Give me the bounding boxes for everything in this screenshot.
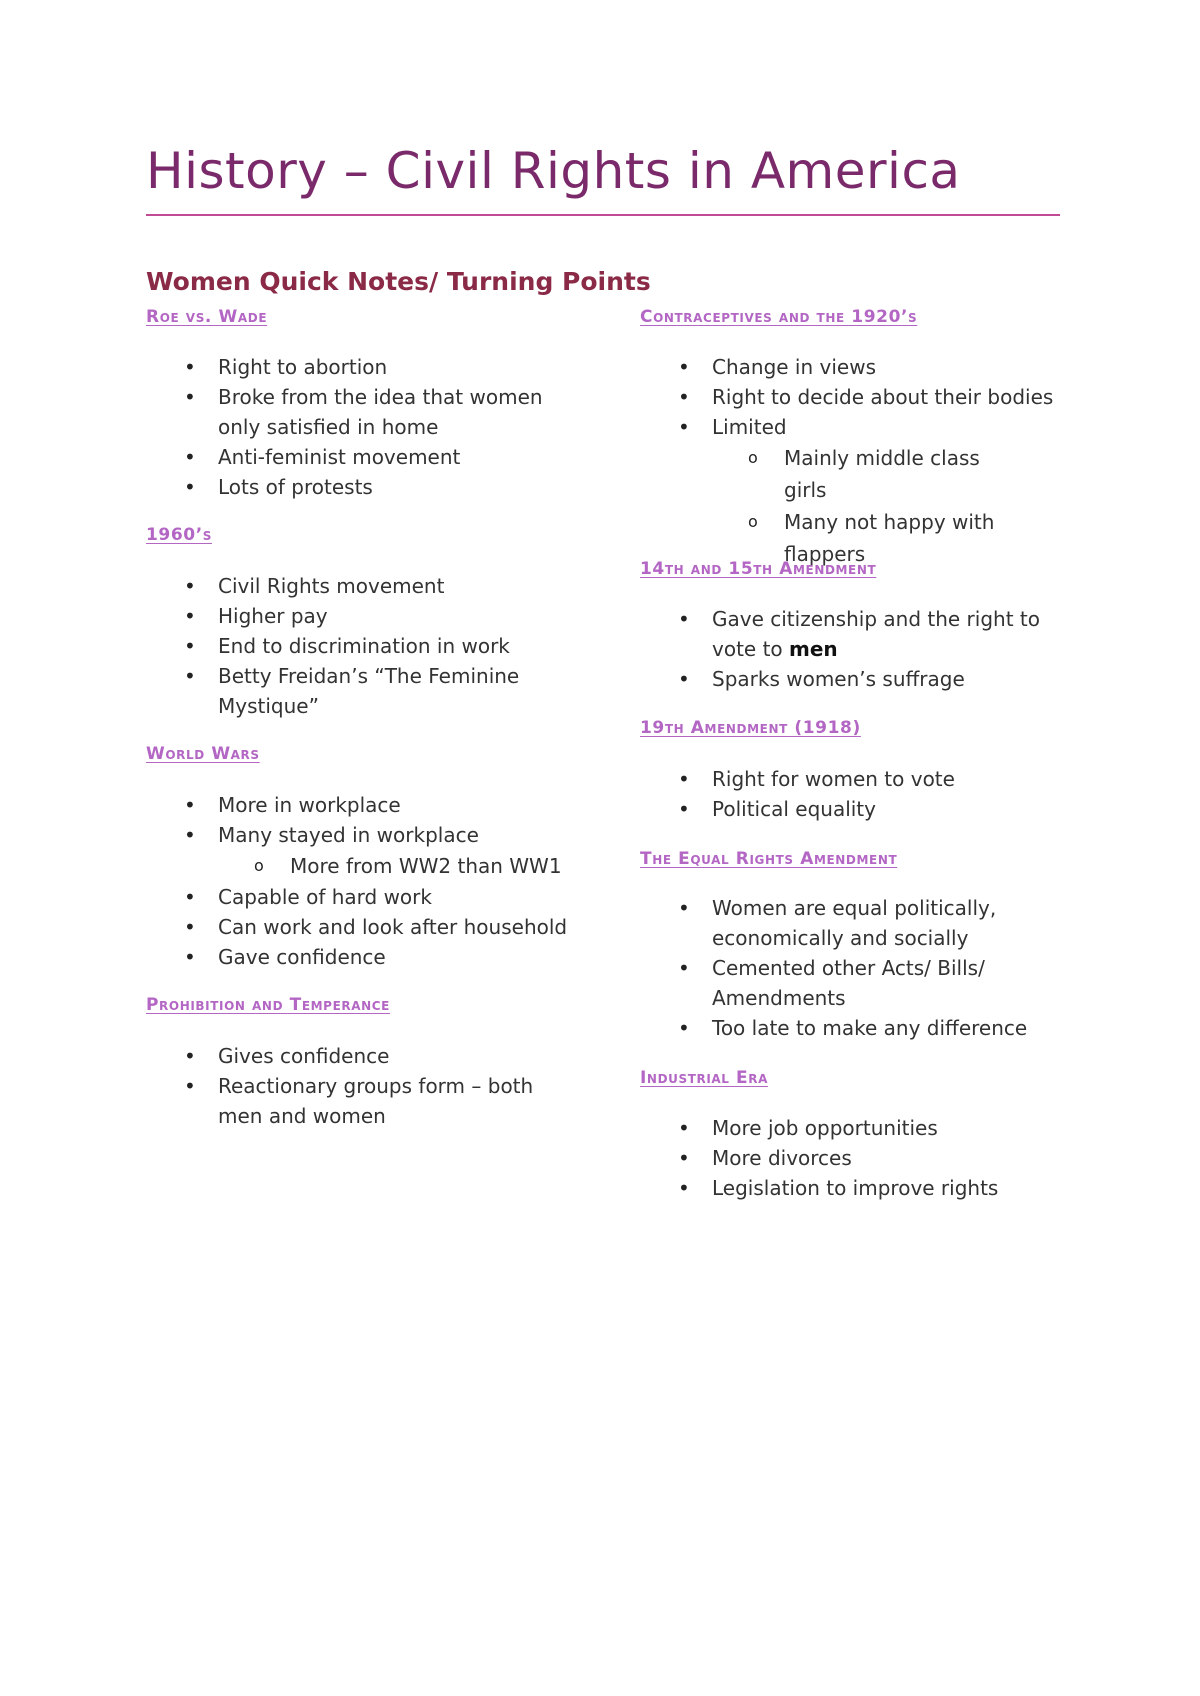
list-item: • Right to abortion — [146, 352, 566, 382]
list-prohibition — [146, 1041, 566, 1131]
list-14th-15th-amendment — [640, 604, 1060, 694]
list-item: • Too late to make any difference — [640, 1013, 1060, 1043]
subheading-14th-15th-amendment: 14th and 15th Amendment — [640, 559, 877, 579]
list-item: • Civil Rights movement — [146, 571, 566, 601]
list-item-text: Gave citizenship and the right to vote to — [712, 607, 1040, 661]
title-divider — [146, 214, 1060, 216]
list-item: • Right to decide about their bodies — [640, 382, 1080, 412]
list-item-text: Limited — [712, 415, 787, 439]
list-item: • Right for women to vote — [640, 764, 1060, 794]
list-item: • Cemented other Acts/ Bills/ Amendments — [640, 953, 1060, 1013]
list-1960s — [146, 571, 566, 721]
list-item — [640, 412, 1080, 570]
list-item: • Gave confidence — [146, 942, 586, 972]
subheading-contraceptives: Contraceptives and the 1920’s — [640, 307, 918, 327]
subheading-world-wars: World Wars — [146, 744, 260, 764]
list-item: • Can work and look after household — [146, 912, 586, 942]
list-item: • Reactionary groups form – both men and women — [146, 1071, 566, 1131]
list-item: • Betty Freidan’s “The Feminine Mystique” — [146, 661, 566, 721]
list-19th-amendment — [640, 764, 1060, 824]
section-heading: Women Quick Notes/ Turning Points — [146, 267, 651, 296]
sub-list-item: o Mainly middle class girls — [712, 442, 1012, 506]
list-item: • Change in views — [640, 352, 1080, 382]
subheading-19th-amendment: 19th Amendment (1918) — [640, 718, 861, 738]
list-item: • Legislation to improve rights — [640, 1173, 1080, 1203]
list-item: • Higher pay — [146, 601, 566, 631]
subheading-equal-rights-amendment: The Equal Rights Amendment — [640, 849, 898, 869]
list-item — [640, 604, 1060, 664]
list-item: • More divorces — [640, 1143, 1080, 1173]
list-contraceptives — [640, 352, 1080, 570]
subheading-industrial-era: Industrial Era — [640, 1068, 768, 1088]
list-industrial-era — [640, 1113, 1080, 1203]
list-item: • Capable of hard work — [146, 882, 586, 912]
list-item: • Anti-feminist movement — [146, 442, 566, 472]
list-item: • Broke from the idea that women only satisfied in home — [146, 382, 566, 442]
list-roe-vs-wade — [146, 352, 566, 502]
subheading-roe-vs-wade: Roe vs. Wade — [146, 307, 268, 327]
list-equal-rights-amendment — [640, 893, 1060, 1043]
list-item: • Sparks women’s suffrage — [640, 664, 1060, 694]
list-item: • Political equality — [640, 794, 1060, 824]
bold-word: men — [789, 637, 838, 661]
sub-list — [218, 850, 586, 882]
page-title: History – Civil Rights in America — [146, 142, 961, 200]
list-item: • Lots of protests — [146, 472, 566, 502]
subheading-1960s: 1960’s — [146, 525, 213, 545]
list-world-wars — [146, 790, 586, 972]
list-item-text: Many stayed in workplace — [218, 823, 479, 847]
subheading-prohibition: Prohibition and Temperance — [146, 995, 390, 1015]
sub-list-item: o More from WW2 than WW1 — [218, 850, 586, 882]
list-item: • End to discrimination in work — [146, 631, 566, 661]
list-item — [146, 820, 586, 882]
list-item: • Gives confidence — [146, 1041, 566, 1071]
list-item: • More in workplace — [146, 790, 586, 820]
sub-list-item: o Many not happy with flappers — [712, 506, 1012, 570]
sub-list — [712, 442, 1012, 570]
list-item: • More job opportunities — [640, 1113, 1080, 1143]
list-item: • Women are equal politically, economically and socially — [640, 893, 1060, 953]
